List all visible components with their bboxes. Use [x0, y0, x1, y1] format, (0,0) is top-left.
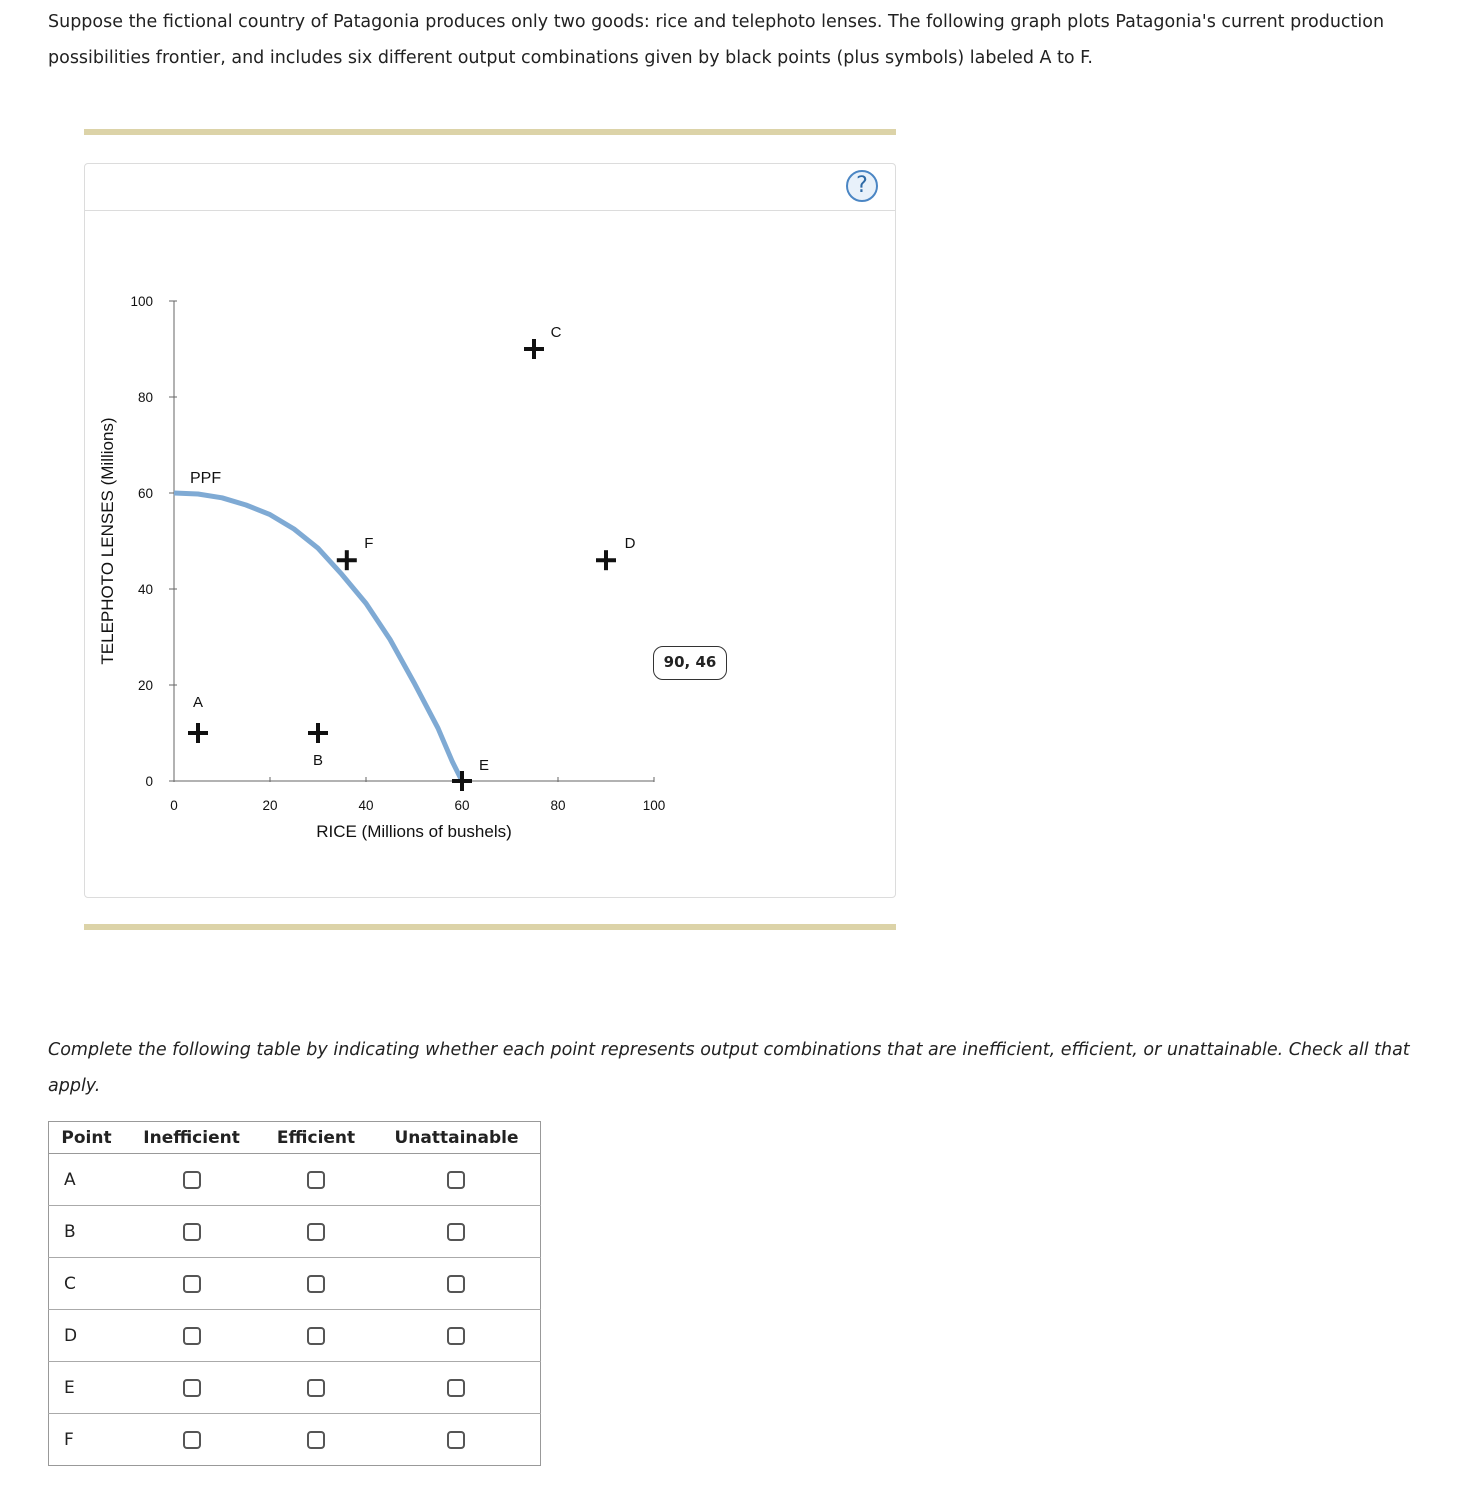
- header-unattainable: Unattainable: [373, 1122, 541, 1154]
- checkbox-inefficient-a[interactable]: [183, 1171, 201, 1189]
- x-axis-title: RICE (Millions of bushels): [316, 822, 512, 841]
- point-label: E: [478, 757, 490, 774]
- checkbox-unattainable-b[interactable]: [447, 1223, 465, 1241]
- point-marker-a[interactable]: [188, 694, 208, 743]
- answer-table: [48, 1121, 541, 1466]
- header-efficient: Efficient: [259, 1122, 373, 1154]
- checkbox-inefficient-f[interactable]: [183, 1431, 201, 1449]
- y-tick-label: 20: [137, 678, 153, 693]
- cell-efficient-c: [259, 1258, 373, 1310]
- ppf-chart: [85, 164, 895, 897]
- table-header-row: [49, 1122, 541, 1154]
- cell-unattainable-a: [373, 1154, 541, 1206]
- cell-inefficient-c: [124, 1258, 259, 1310]
- header-inefficient: Inefficient: [124, 1122, 259, 1154]
- point-marker-b[interactable]: [308, 723, 328, 769]
- x-tick-label: 60: [454, 798, 470, 813]
- instructions-text: Complete the following table by indicating whether each point represents output combinations that are inefficient, efficient, or unattainable. Check all that apply.: [48, 1040, 1410, 1096]
- checkbox-unattainable-d[interactable]: [447, 1327, 465, 1345]
- y-tick-label: 0: [145, 774, 153, 789]
- intro-text: Suppose the fictional country of Patagonia produces only two goods: rice and telephoto lenses. The following graph plots Patagonia's current production possibilities frontier, and includes six different output combinations given by black points (plus symbols) labeled A to F.: [48, 12, 1385, 68]
- point-label: A: [192, 694, 204, 711]
- cell-efficient-f: [259, 1414, 373, 1466]
- checkbox-efficient-e[interactable]: [307, 1379, 325, 1397]
- point-label-e: E: [49, 1362, 125, 1414]
- point-label-f: F: [64, 1429, 74, 1450]
- point-label-a: A: [49, 1154, 125, 1206]
- point-label: D: [624, 535, 636, 553]
- cell-unattainable-b: [373, 1206, 541, 1258]
- cell-inefficient-f: [124, 1414, 259, 1466]
- table-row: [49, 1258, 541, 1310]
- checkbox-inefficient-c[interactable]: [183, 1275, 201, 1293]
- checkbox-efficient-c[interactable]: [307, 1275, 325, 1293]
- cell-unattainable-c: [373, 1258, 541, 1310]
- checkbox-inefficient-e[interactable]: [183, 1379, 201, 1397]
- y-tick-label: 100: [130, 294, 153, 309]
- point-label: F: [364, 535, 374, 553]
- graph-bottom-rule: [84, 924, 896, 930]
- table-row: [49, 1154, 541, 1206]
- cell-efficient-d: [259, 1310, 373, 1362]
- x-tick-label: 40: [358, 798, 374, 813]
- point-label-d: D: [49, 1310, 125, 1362]
- cell-efficient-a: [259, 1154, 373, 1206]
- table-row: [49, 1206, 541, 1258]
- cell-efficient-b: [259, 1206, 373, 1258]
- cell-unattainable-e: [373, 1362, 541, 1414]
- cell-efficient-e: [259, 1362, 373, 1414]
- help-icon[interactable]: ?: [846, 170, 878, 202]
- point-label: C: [550, 324, 562, 341]
- table-row: [49, 1362, 541, 1414]
- checkbox-efficient-f[interactable]: [307, 1431, 325, 1449]
- checkbox-unattainable-a[interactable]: [447, 1171, 465, 1189]
- chart-points: [188, 324, 636, 791]
- table-row: [49, 1310, 541, 1362]
- chart-axes: [98, 294, 665, 841]
- point-label-c: C: [49, 1258, 125, 1310]
- cell-inefficient-d: [124, 1310, 259, 1362]
- checkbox-efficient-d[interactable]: [307, 1327, 325, 1345]
- x-tick-label: 0: [170, 798, 178, 813]
- checkbox-efficient-b[interactable]: [307, 1223, 325, 1241]
- cell-inefficient-e: [124, 1362, 259, 1414]
- graph-top-rule: [84, 129, 896, 135]
- graph-panel: [84, 163, 896, 898]
- y-tick-label: 80: [137, 390, 153, 405]
- checkbox-unattainable-c[interactable]: [447, 1275, 465, 1293]
- checkbox-efficient-a[interactable]: [307, 1171, 325, 1189]
- x-tick-label: 20: [262, 798, 278, 813]
- point-label-b: B: [49, 1206, 125, 1258]
- ppf-label: PPF: [190, 470, 222, 487]
- checkbox-unattainable-e[interactable]: [447, 1379, 465, 1397]
- header-point: Point: [49, 1122, 125, 1154]
- cell-unattainable-d: [373, 1310, 541, 1362]
- cell-inefficient-b: [124, 1206, 259, 1258]
- point-marker-d[interactable]: [596, 535, 636, 570]
- point-label: B: [312, 752, 324, 769]
- point-marker-f[interactable]: [337, 535, 374, 570]
- y-tick-label: 40: [137, 582, 153, 597]
- checkbox-unattainable-f[interactable]: [447, 1431, 465, 1449]
- checkbox-inefficient-d[interactable]: [183, 1327, 201, 1345]
- checkbox-inefficient-b[interactable]: [183, 1223, 201, 1241]
- table-row: [49, 1414, 541, 1466]
- y-axis-title: TELEPHOTO LENSES (Millions): [98, 417, 117, 665]
- point-marker-c[interactable]: [524, 324, 562, 359]
- y-tick-label: 60: [137, 486, 153, 501]
- cell-inefficient-a: [124, 1154, 259, 1206]
- x-tick-label: 80: [550, 798, 566, 813]
- x-tick-label: 100: [642, 798, 666, 813]
- coordinate-readout: 90, 46: [653, 646, 727, 680]
- cell-unattainable-f: [373, 1414, 541, 1466]
